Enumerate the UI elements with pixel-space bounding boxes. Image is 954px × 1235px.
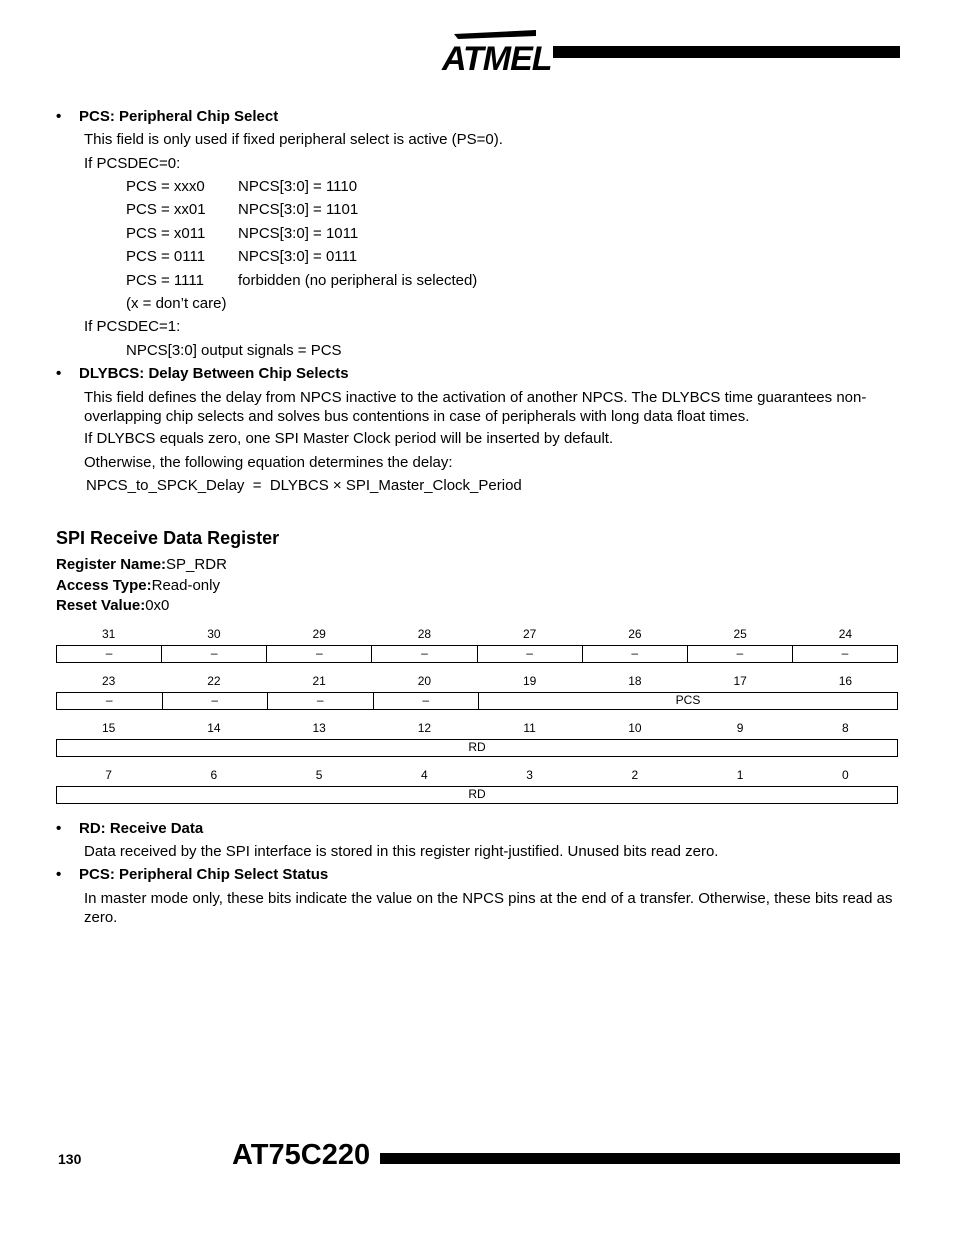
bit-field-cell: – [57,693,163,709]
bullet-icon: • [56,108,62,125]
bit-number: 27 [522,627,537,641]
register-name [56,556,227,574]
pcs-row-pcs: PCS = 1111 [126,272,204,289]
bit-number: 16 [838,674,853,688]
bit-number: 25 [733,627,747,641]
bit-field-cell: – [841,646,849,660]
bit-number: 0 [842,768,849,782]
bit-field-row [56,645,898,663]
atmel-logo-graphic [440,28,552,78]
bit-number: 12 [417,721,432,735]
register-heading: SPI Receive Data Register [56,528,280,548]
pcs-row-npcs: forbidden (no peripheral is selected) [238,272,478,289]
bit-field-cell: – [163,693,269,709]
dlybcs-equation: NPCS_to_SPCK_Delay = DLYBCS × SPI_Master_Clock_Period [86,477,522,494]
bit-number-row [56,674,898,688]
svg-text:ATMEL: ATMEL [442,40,552,78]
dlybcs-para3: Otherwise, the following equation determines the delay: [84,454,453,471]
pcs-if1-line: NPCS[3:0] output signals = PCS [126,342,342,359]
bit-field-cell: RD [468,787,486,801]
pcs-row-npcs: NPCS[3:0] = 1110 [238,178,358,195]
register-access-label: Access Type: [56,577,152,594]
bit-number: 26 [628,627,642,641]
bit-field-cell: – [688,646,793,662]
bit-number: 19 [522,674,537,688]
pcs-if0: If PCSDEC=0: [84,155,181,172]
pcs-if1: If PCSDEC=1: [84,318,181,335]
bit-number: 24 [838,627,853,641]
bit-number: 9 [736,721,744,735]
pcs-row-pcs: PCS = xxx0 [126,178,205,195]
atmel-logo [440,28,552,78]
pcs-line1: This field is only used if fixed peripheral select is active (PS=0). [84,131,503,148]
bit-field-row [56,739,898,757]
register-name-value: SP_RDR [166,556,227,573]
bit-number: 11 [523,721,536,735]
bit-field-cell: – [372,646,477,662]
bit-number: 15 [101,721,116,735]
pcs-dont-care: (x = don’t care) [126,295,227,312]
register-name-label: Register Name: [56,556,167,573]
register-reset-value: 0x0 [145,597,170,614]
pcs-row-npcs: NPCS[3:0] = 1101 [238,201,359,218]
bit-number: 3 [526,768,533,782]
register-access-value: Read-only [151,577,220,594]
bit-number: 13 [312,721,326,735]
bit-number: 17 [733,674,747,688]
pcs-row-pcs: PCS = x011 [126,225,206,242]
pcs-row-npcs: NPCS[3:0] = 1011 [238,225,359,242]
rd-para: Data received by the SPI interface is stored in this register right-justified. Unused bits read zero. [84,843,719,860]
bit-field-cell: – [268,693,374,709]
bit-number: 30 [207,627,221,641]
page-number: 130 [58,1151,82,1167]
bit-number: 6 [210,768,218,782]
register-reset [56,597,169,615]
bit-field-cell: – [583,646,688,662]
dlybcs-para2: If DLYBCS equals zero, one SPI Master Clock period will be inserted by default. [84,430,614,447]
bit-number: 8 [842,721,849,735]
bit-field-cell: – [162,646,267,662]
pcs-row-pcs: PCS = xx01 [126,201,206,218]
bit-number: 10 [628,721,642,735]
footer-rule [380,1153,900,1164]
bit-number: 21 [312,674,326,688]
bit-number: 5 [315,768,323,782]
pcs-row-npcs: NPCS[3:0] = 0111 [238,248,358,265]
bit-number: 7 [105,768,112,782]
bit-number: 1 [736,768,744,782]
register-access [56,577,220,595]
bit-field-row [56,786,898,804]
bit-number: 20 [417,674,432,688]
bit-field-cell: PCS [675,693,701,707]
bit-number-row [56,627,898,641]
bit-number: 4 [421,768,428,782]
pcs-title: PCS: Peripheral Chip Select [79,108,279,125]
dlybcs-title: DLYBCS: Delay Between Chip Selects [79,365,349,382]
bit-number: 29 [312,627,326,641]
pcs-row-pcs: PCS = 0111 [126,248,206,265]
bit-field-cell: – [57,646,162,662]
bit-field-cell: RD [468,740,486,754]
bit-number: 14 [207,721,221,735]
pcs-status-para: In master mode only, these bits indicate the value on the NPCS pins at the end of a transfer. Otherwise, these bits read as zero. [84,890,893,926]
bullet-icon: • [56,365,62,382]
register-reset-label: Reset Value: [56,597,146,614]
header-rule [553,46,900,58]
bullet-icon: • [56,820,62,837]
bullet-icon: • [56,866,62,883]
rd-title: RD: Receive Data [79,820,204,837]
bit-field-cell: – [374,693,480,709]
dlybcs-para1: This field defines the delay from NPCS inactive to the activation of another NPCS. The DLYBCS time guarantees non-overlapping chip selects and solves bus contentions in case of peripherals with long data float times. [84,389,867,425]
bit-number: 18 [628,674,642,688]
bit-number: 28 [417,627,432,641]
bit-number: 23 [101,674,116,688]
bit-number-row [56,721,898,735]
bit-field-cell: – [478,646,583,662]
pcs-status-title: PCS: Peripheral Chip Select Status [79,866,329,883]
bit-number: 2 [631,768,639,782]
bit-number-row [56,768,898,782]
bit-number: 22 [207,674,221,688]
bit-field-row [56,692,898,710]
bit-field-cell: – [267,646,372,662]
bit-number: 31 [101,627,116,641]
doc-title: AT75C220 [232,1139,371,1171]
